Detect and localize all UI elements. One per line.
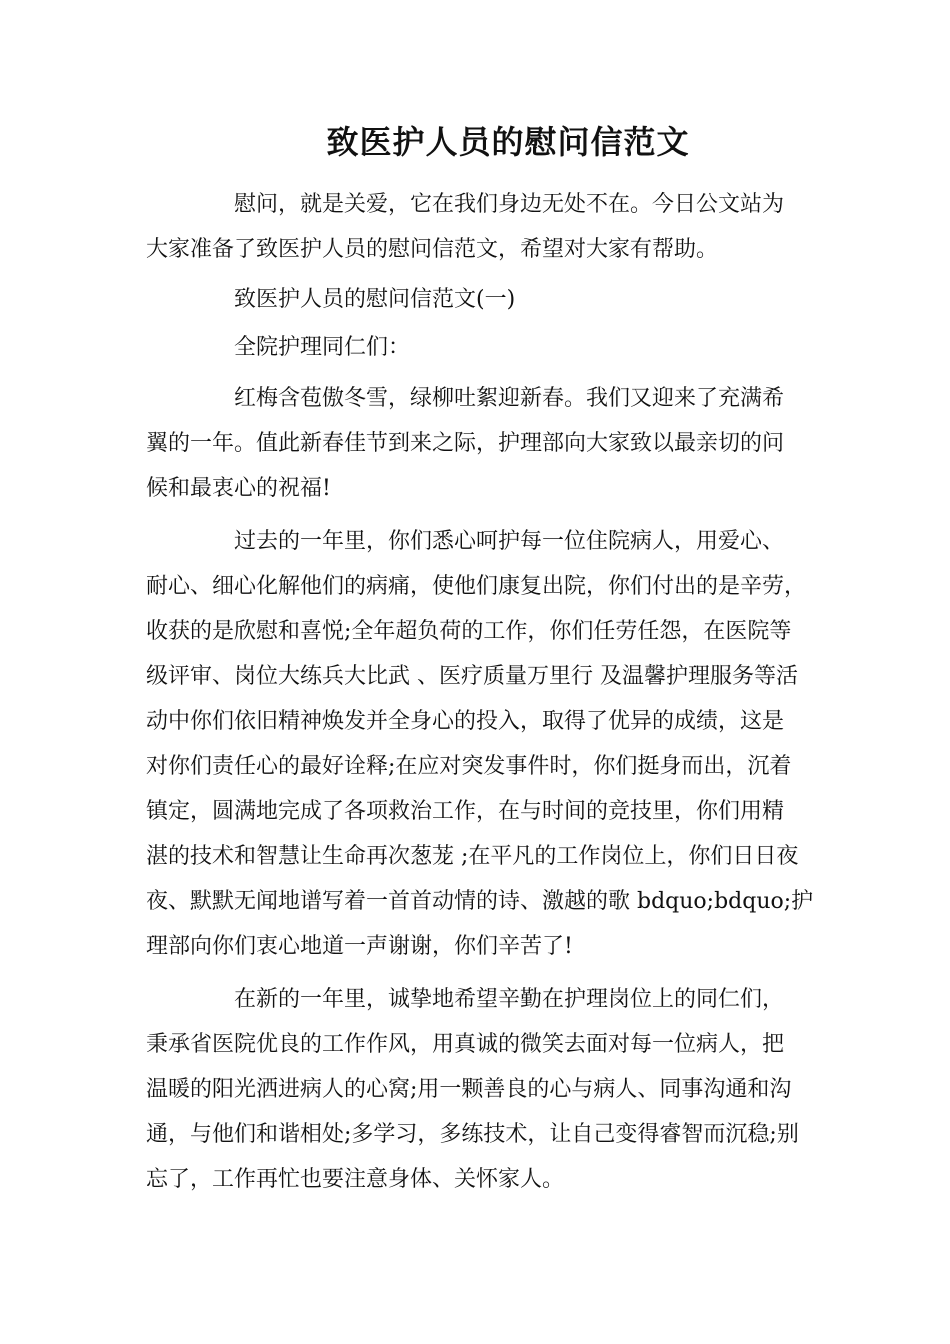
document-body (146, 182, 826, 1210)
text-line: 慰问，就是关爱，它在我们身边无处不在。今日公文站为 (234, 192, 785, 217)
text-line: 收获的是欣慰和喜悦;全年超负荷的工作，你们任劳任怨，在医院等 (146, 619, 792, 644)
text-line: 全院护理同仁们： (234, 335, 411, 360)
text-line: 致医护人员的慰问信范文(一) (234, 287, 516, 312)
paragraph-new-year (146, 977, 826, 1202)
text-line: 候和最衷心的祝福! (146, 476, 331, 501)
text-line: 对你们责任心的最好诠释;在应对突发事件时，你们挺身而出，沉着 (146, 754, 792, 779)
paragraph-past-year (146, 519, 826, 969)
text-line: 红梅含苞傲冬雪，绿柳吐絮迎新春。我们又迎来了充满希 (234, 386, 785, 411)
text-line: 级评审、岗位大练兵大比武 、医疗质量万里行 及温馨护理服务等活 (146, 664, 798, 689)
text-line: 镇定，圆满地完成了各项救治工作，在与时间的竞技里，你们用精 (146, 799, 785, 824)
text-line: 秉承省医院优良的工作作风，用真诚的微笑去面对每一位病人，把 (146, 1032, 785, 1057)
salutation (146, 328, 826, 368)
paragraph-greeting (146, 376, 826, 511)
text-line: 夜、默默无闻地谱写着一首首动情的诗、激越的歌 bdquo;bdquo;护 (146, 889, 814, 914)
text-line: 耐心、细心化解他们的病痛，使他们康复出院，你们付出的是辛劳， (146, 574, 807, 599)
text-line: 过去的一年里，你们悉心呵护每一位住院病人，用爱心、 (234, 529, 785, 554)
text-line: 忘了，工作再忙也要注意身体、关怀家人。 (146, 1167, 565, 1192)
document-title: 致医护人员的慰问信范文 (326, 123, 690, 161)
paragraph-intro (146, 182, 826, 272)
text-line: 通，与他们和谐相处;多学习，多练技术，让自己变得睿智而沉稳;别 (146, 1122, 799, 1147)
text-line: 翼的一年。值此新春佳节到来之际，护理部向大家致以最亲切的问 (146, 431, 785, 456)
text-line: 动中你们依旧精神焕发并全身心的投入，取得了优异的成绩，这是 (146, 709, 785, 734)
text-line: 大家准备了致医护人员的慰问信范文，希望对大家有帮助。 (146, 237, 719, 262)
section-heading (146, 280, 826, 320)
text-line: 在新的一年里，诚挚地希望辛勤在护理岗位上的同仁们， (234, 987, 785, 1012)
text-line: 温暖的阳光洒进病人的心窝;用一颗善良的心与病人、同事沟通和沟 (146, 1077, 792, 1102)
text-line: 理部向你们衷心地道一声谢谢，你们辛苦了! (146, 934, 573, 959)
text-line: 湛的技术和智慧让生命再次葱茏 ;在平凡的工作岗位上，你们日日夜 (146, 844, 799, 869)
